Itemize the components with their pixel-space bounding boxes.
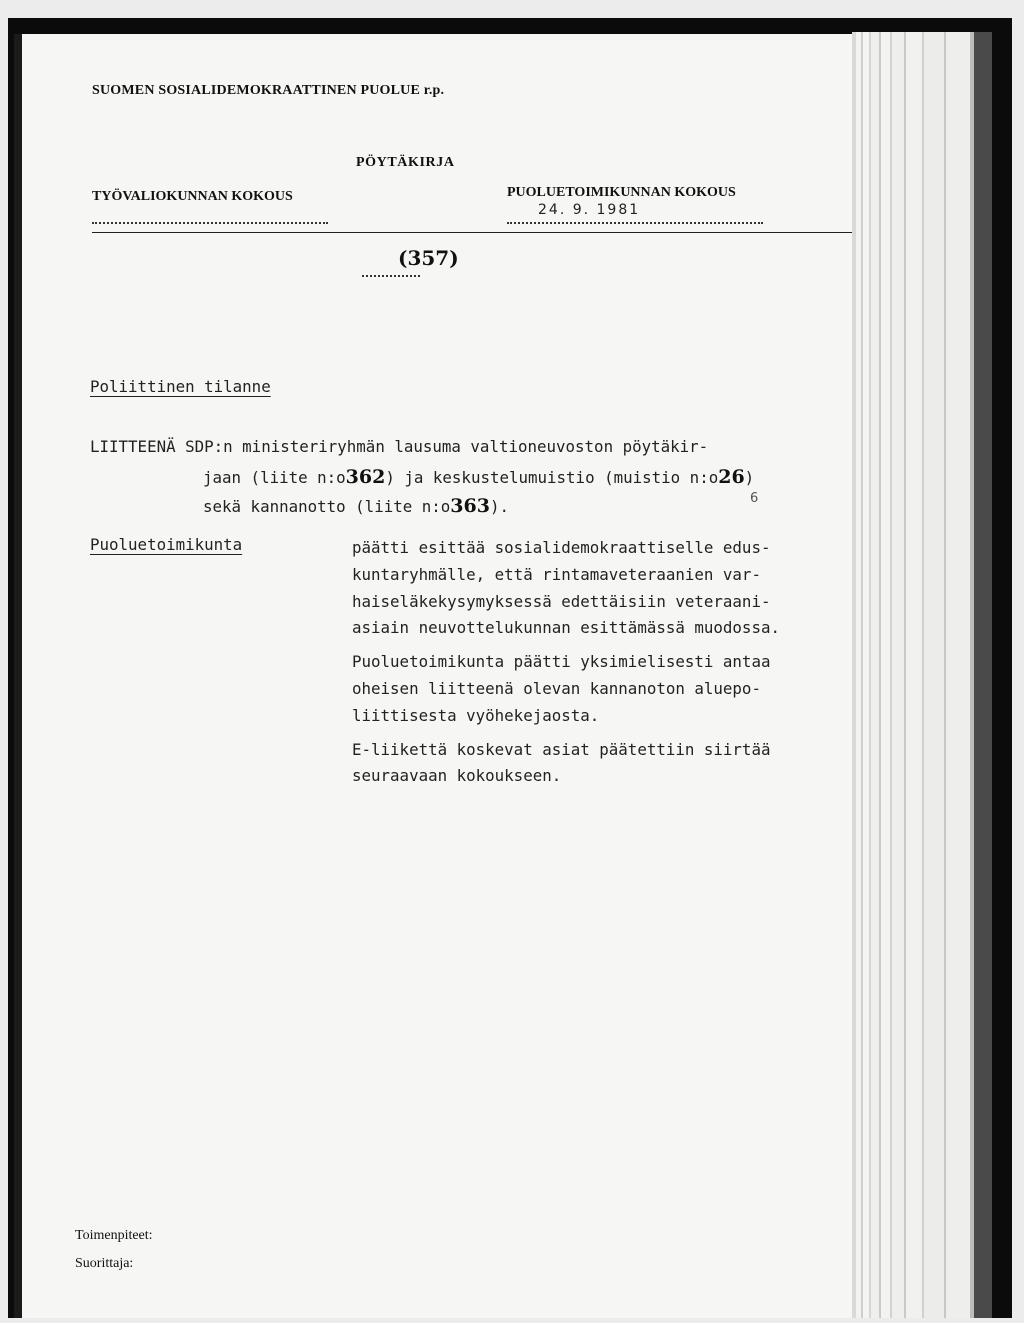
actions-label: Toimenpiteet: — [75, 1228, 153, 1243]
attachment-line-3-end: ). — [489, 497, 509, 516]
kannanotto-number-handwritten: 363 — [450, 495, 490, 517]
attachment-line-1: LIITTEENÄ SDP:n ministeriryhmän lausuma valtioneuvoston pöytäkir- — [90, 437, 709, 456]
performer-label: Suorittaja: — [75, 1256, 134, 1271]
attachment-line-2-middle: ) ja keskustelumuistio (muistio n:o — [385, 468, 719, 487]
section-number-dots — [362, 275, 420, 277]
decision-paragraph: E-liikettä koskevat asiat päätettiin siirtää seuraavaan kokoukseen. — [352, 739, 771, 786]
decision-paragraph: päätti esittää sosialidemokraattiselle edus- kuntaryhmälle, että rintamaveteraanien var- haiseläkekysymyksessä edettäisiin veteraani- asiain neuvottelukunnan esittämässä muodossa. — [352, 538, 780, 638]
attachment-line-2 — [203, 466, 754, 488]
meeting-date: 24. 9. 1981 — [538, 202, 641, 218]
section-number: 6 — [750, 491, 759, 506]
page-stack-edge — [852, 32, 992, 1318]
attachment-line-3-start: sekä kannanotto (liite n:o — [203, 497, 451, 516]
decision-text — [352, 535, 780, 790]
decision-paragraph: Puoluetoimikunta päätti yksimielisesti antaa oheisen liitteenä olevan kannanoton aluepo- liittisesta vyöhekejaosta. — [352, 652, 771, 725]
section-heading-political-situation: Poliittinen tilanne — [90, 377, 271, 396]
muistio-number-handwritten: 26 — [718, 466, 745, 488]
attachment-line-2-close: ) — [744, 468, 755, 487]
section-handwritten-number: (357) — [398, 246, 459, 270]
working-committee-date-line — [92, 222, 328, 224]
party-committee-heading: PUOLUETOIMIKUNNAN KOKOUS — [507, 185, 736, 200]
header-rule — [92, 232, 852, 233]
section-heading-party-committee: Puoluetoimikunta — [90, 535, 243, 554]
party-committee-date-line — [507, 222, 763, 224]
attachment-line-3 — [203, 495, 509, 517]
organization-name: SUOMEN SOSIALIDEMOKRAATTINEN PUOLUE r.p. — [92, 83, 445, 98]
working-committee-heading: TYÖVALIOKUNNAN KOKOUS — [92, 189, 293, 204]
attachment-line-2-start: jaan (liite n:o — [203, 468, 346, 487]
document-type: PÖYTÄKIRJA — [356, 155, 455, 170]
liite-number-handwritten: 362 — [345, 466, 386, 488]
